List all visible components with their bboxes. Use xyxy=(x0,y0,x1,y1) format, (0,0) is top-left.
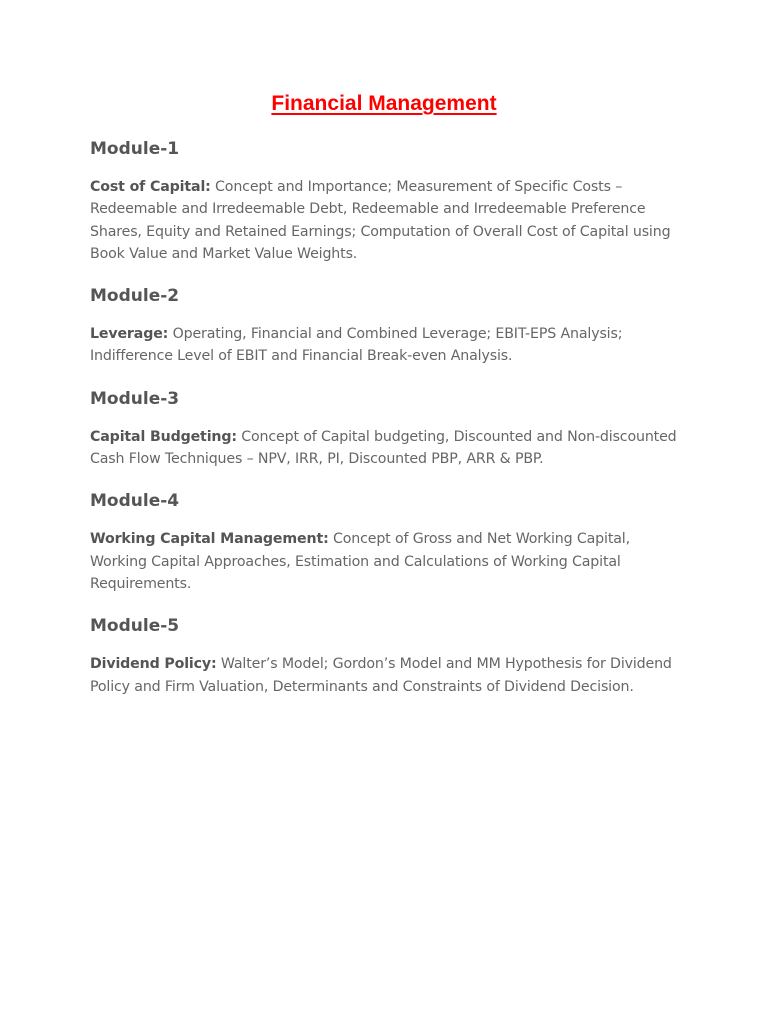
module-4-section xyxy=(90,488,690,595)
document-title: Financial Management xyxy=(271,92,497,115)
module-description xyxy=(90,426,690,471)
module-topic-label: Capital Budgeting: xyxy=(90,428,237,445)
module-topic-text: Operating, Financial and Combined Leverage; EBIT-EPS Analysis; Indifference Level of EBIT and Financial Break-even Analysis. xyxy=(90,326,623,365)
module-2-section xyxy=(90,283,690,368)
module-topic-label: Leverage: xyxy=(90,326,169,343)
module-topic-text: Concept and Importance; Measurement of Specific Costs – Redeemable and Irredeemable Debt, Redeemable and Irredeemable Preference Shares, Equity and Retained Earnings; Computation of Overall Cost of Capital using Book Value and Market Value Weights. xyxy=(90,179,671,262)
module-topic-text: Concept of Gross and Net Working Capital, Working Capital Approaches, Estimation and Calculations of Working Capital Requirements. xyxy=(90,531,630,592)
module-description xyxy=(90,323,690,368)
module-topic-label: Dividend Policy: xyxy=(90,656,217,673)
module-topic-text: Walter’s Model; Gordon’s Model and MM Hypothesis for Dividend Policy and Firm Valuation, Determinants and Constraints of Dividend Decision. xyxy=(90,656,672,695)
module-heading: Module-1 xyxy=(90,139,180,159)
module-3-section xyxy=(90,386,690,471)
module-topic-text: Concept of Capital budgeting, Discounted and Non-discounted Cash Flow Techniques – NPV, IRR, PI, Discounted PBP, ARR & PBP. xyxy=(90,428,677,468)
module-topic-label: Working Capital Management: xyxy=(90,531,329,548)
module-heading: Module-2 xyxy=(90,286,180,307)
module-description xyxy=(90,653,690,698)
module-topic-label: Cost of Capital: xyxy=(90,179,211,195)
module-heading: Module-3 xyxy=(90,388,180,409)
module-heading: Module-4 xyxy=(90,491,180,512)
module-heading: Module-5 xyxy=(90,616,180,637)
module-description xyxy=(90,528,690,595)
module-description xyxy=(90,176,690,265)
module-5-section xyxy=(90,613,690,698)
module-1-section xyxy=(90,136,690,265)
document-content xyxy=(90,136,690,716)
